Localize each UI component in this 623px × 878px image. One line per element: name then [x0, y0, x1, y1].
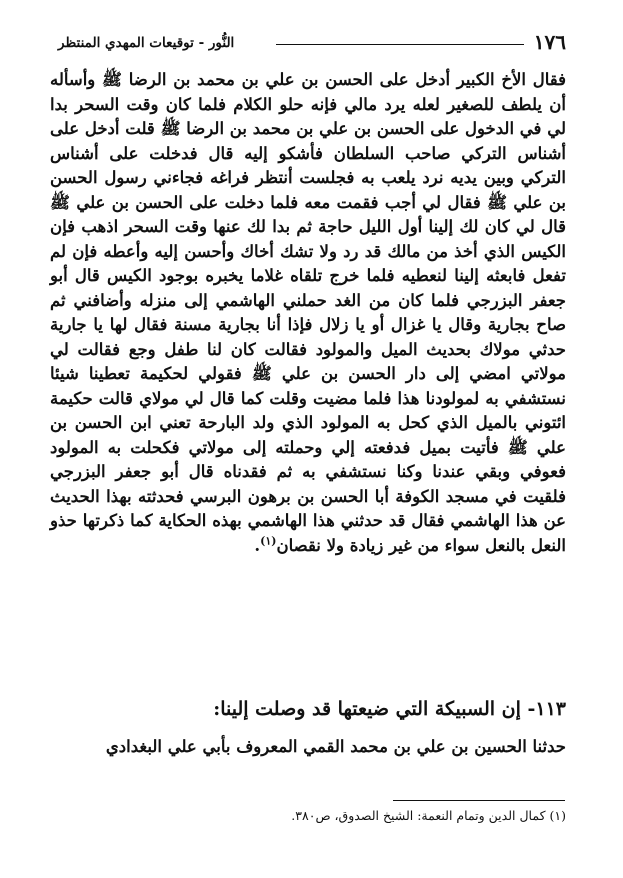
running-title: النُّور - توقيعات المهدي المنتظر [58, 35, 235, 51]
header-divider [276, 44, 524, 45]
section-first-line: حدثنا الحسين بن علي بن محمد القمي المعروف بأبي علي البغدادي [105, 737, 566, 756]
paragraph-text: فقال الأخ الكبير أدخل على الحسن بن علي بن محمد بن الرضا ﷺ وأسأله أن يلطف للصغير لعله يرد مالي فإنه حلو الكلام فلما كان وقت السحر بدا لي في الدخول على الحسن بن علي بن محمد بن الرضا ﷺ قلت أدخل على أشناس التركي صاحب السلطان فأشكو إليه قال فدخلت على أشناس التركي وبين يديه نرد يلعب به فجلست أنتظر فراغه فجاءني رسول الحسن بن علي ﷺ فقال لي أجب فقمت معه فلما دخلت على الحسن بن علي ﷺ قال لي كان لك إلينا أول الليل حاجة ثم بدا لك عنها وقت السحر اذهب فإن الكيس الذي أخذ من مالك قد رد ولا تشك أخاك وأحسن إليه وأعطه فإن لم تفعل فابعثه إلينا لنعطيه فلما خرج تلقاه غلاما يخبره بوجود الكيس قال أبو جعفر البزرجي فلما كان من الغد حملني الهاشمي إلى منزله وأضافني ثم صاح بجارية وقال يا غزال أو يا زلال فإذا أنا بجارية مسنة فقال لها يا جارية حدثي مولاك بحديث الميل والمولود فقالت كان لنا طفل وجع فقالت لي مولاتي امضي إلى دار الحسن بن علي ﷺ فقولي لحكيمة تعطينا شيئا نستشفي به لمولودنا هذا فلما مضيت وقلت كما قال لي مولاي قالت حكيمة ائتوني بالميل الذي كحل به المولود الذي ولد البارحة تعني ابن الحسن بن علي ﷺ فأتيت بميل فدفعته إلي وحملته إلى مولاتي فكحلت به المولود فعوفي وبقي عندنا وكنا نستشفي به ثم فقدناه قال أبو جعفر البزرجي فلقيت في مسجد الكوفة أبا الحسن بن برهون البرسي فحدثته بهذا الحديث عن هذا الهاشمي فقال قد حدثني هذا الهاشمي بهذه الحكاية كما ذكرتها حذو النعل بالنعل سواء من غير زيادة ولا نقصان [50, 70, 566, 555]
paragraph-body [50, 68, 566, 558]
page-header [58, 30, 566, 56]
page-number: ١٧٦ [533, 30, 566, 54]
footnote: (١) كمال الدين وتمام النعمة: الشيخ الصدوق، ص٣٨٠. [291, 808, 566, 823]
footnote-reference: (١) [260, 534, 277, 547]
section-heading: ١١٣- إن السبيكة التي ضيعتها قد وصلت إلينا: [213, 698, 566, 720]
footnote-divider [393, 800, 565, 801]
main-paragraph [50, 68, 566, 558]
paragraph-ending: . [254, 535, 261, 555]
